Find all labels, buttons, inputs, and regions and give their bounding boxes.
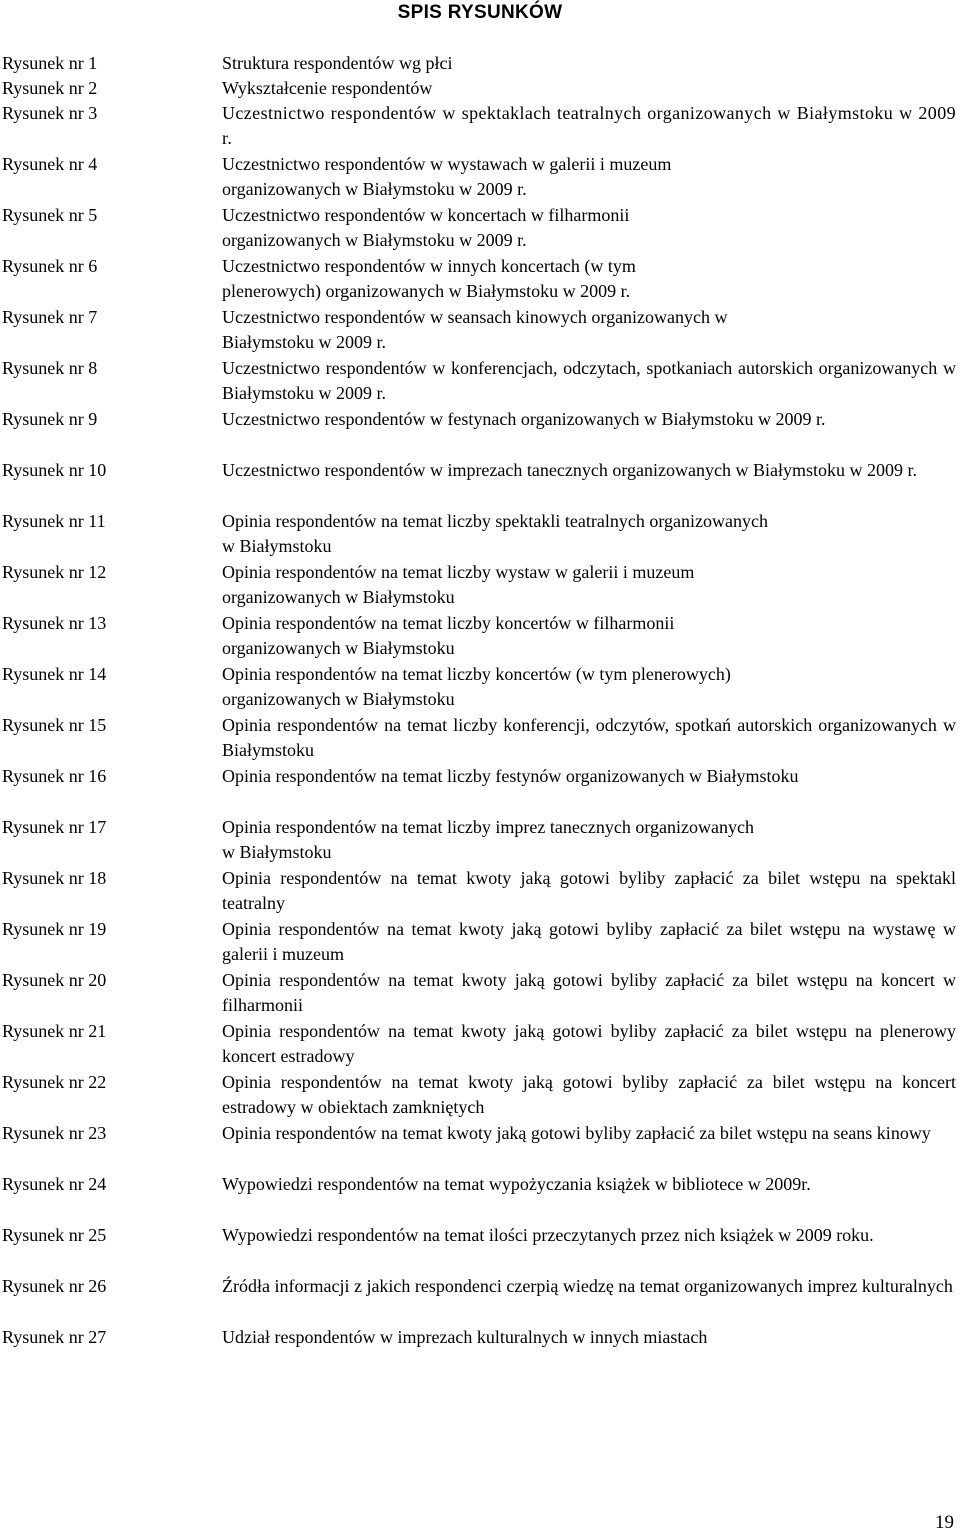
figure-entry-24: [0, 1172, 960, 1223]
figure-caption: Opinia respondentów na temat kwoty jaką gotowi byliby zapłacić za bilet wstępu na seans kinowy: [222, 1123, 931, 1143]
figure-label: Rysunek nr 2: [2, 78, 98, 98]
figure-caption: Udział respondentów w imprezach kulturalnych w innych miastach: [222, 1327, 708, 1347]
figure-caption: Opinia respondentów na temat liczby konferencji, odczytów, spotkań autorskich organizowanych w Białymstoku: [222, 715, 956, 760]
figure-label: Rysunek nr 5: [2, 205, 98, 225]
figure-label: Rysunek nr 16: [2, 766, 107, 786]
figure-caption: Opinia respondentów na temat liczby wystaw w galerii i muzeum organizowanych w Białymstoku: [222, 562, 695, 607]
figure-label: Rysunek nr 12: [2, 562, 107, 582]
figure-caption: Struktura respondentów wg płci: [222, 53, 453, 73]
figure-entry-2: [0, 76, 960, 101]
figure-label: Rysunek nr 17: [2, 817, 107, 837]
figure-caption: Wypowiedzi respondentów na temat ilości przeczytanych przez nich książek w 2009 roku.: [222, 1225, 874, 1245]
figure-entry-22: [0, 1070, 960, 1121]
figure-entry-12: [0, 560, 960, 611]
figure-caption: Wypowiedzi respondentów na temat wypożyczania książek w bibliotece w 2009r.: [222, 1174, 811, 1194]
figure-caption: Uczestnictwo respondentów w konferencjach, odczytach, spotkaniach autorskich organizowanych w Białymstoku w 2009 r.: [222, 358, 956, 403]
figure-caption: Opinia respondentów na temat liczby festynów organizowanych w Białymstoku: [222, 766, 799, 786]
figure-label: Rysunek nr 25: [2, 1225, 107, 1245]
figure-caption: Opinia respondentów na temat liczby koncertów (w tym plenerowych) organizowanych w Białymstoku: [222, 664, 731, 709]
figure-entry-1: [0, 51, 960, 76]
figure-label: Rysunek nr 6: [2, 256, 98, 276]
figure-label: Rysunek nr 9: [2, 409, 98, 429]
figure-entry-3: [0, 101, 960, 152]
figure-entry-18: [0, 866, 960, 917]
figure-caption: Opinia respondentów na temat kwoty jaką gotowi byliby zapłacić za bilet wstępu na spektakl teatralny: [222, 868, 956, 913]
figure-caption: Uczestnictwo respondentów w koncertach w filharmonii organizowanych w Białymstoku w 2009 r.: [222, 205, 630, 250]
figure-label: Rysunek nr 27: [2, 1327, 107, 1347]
figure-label: Rysunek nr 13: [2, 613, 107, 633]
figure-entry-6: [0, 254, 960, 305]
figure-entry-7: [0, 305, 960, 356]
figure-label: Rysunek nr 7: [2, 307, 98, 327]
figure-caption: Uczestnictwo respondentów w wystawach w galerii i muzeum organizowanych w Białymstoku w 2009 r.: [222, 154, 672, 199]
figure-entry-4: [0, 152, 960, 203]
figure-caption: Opinia respondentów na temat kwoty jaką gotowi byliby zapłacić za bilet wstępu na koncert estradowy w obiektach zamkniętych: [222, 1072, 956, 1117]
page-title: SPIS RYSUNKÓW: [397, 2, 563, 23]
figure-entry-17: [0, 815, 960, 866]
figure-caption: Opinia respondentów na temat liczby spektakli teatralnych organizowanych w Białymstoku: [222, 511, 768, 556]
figure-caption: Uczestnictwo respondentów w spektaklach teatralnych organizowanych w Białymstoku w 2009 r.: [222, 103, 956, 148]
figure-entry-10: [0, 458, 960, 509]
figure-caption: Źródła informacji z jakich respondenci czerpią wiedzę na temat organizowanych imprez kulturalnych: [222, 1276, 953, 1296]
figure-label: Rysunek nr 4: [2, 154, 98, 174]
figure-caption: Opinia respondentów na temat kwoty jaką gotowi byliby zapłacić za bilet wstępu na wystawę w galerii i muzeum: [222, 919, 956, 964]
figure-entry-13: [0, 611, 960, 662]
figure-caption: Opinia respondentów na temat kwoty jaką gotowi byliby zapłacić za bilet wstępu na koncert w filharmonii: [222, 970, 956, 1015]
figure-label: Rysunek nr 3: [2, 103, 98, 123]
figure-label: Rysunek nr 26: [2, 1276, 107, 1296]
figure-caption: Opinia respondentów na temat kwoty jaką gotowi byliby zapłacić za bilet wstępu na plenerowy koncert estradowy: [222, 1021, 956, 1066]
figure-caption: Uczestnictwo respondentów w festynach organizowanych w Białymstoku w 2009 r.: [222, 409, 826, 429]
figure-caption: Opinia respondentów na temat liczby imprez tanecznych organizowanych w Białymstoku: [222, 817, 754, 862]
figure-caption: Wykształcenie respondentów: [222, 78, 433, 98]
figure-entry-16: [0, 764, 960, 815]
figure-entry-21: [0, 1019, 960, 1070]
figure-caption: Uczestnictwo respondentów w innych koncertach (w tym plenerowych) organizowanych w Białymstoku w 2009 r.: [222, 256, 636, 301]
figure-label: Rysunek nr 22: [2, 1072, 107, 1092]
figure-entry-5: [0, 203, 960, 254]
figure-label: Rysunek nr 15: [2, 715, 107, 735]
figure-label: Rysunek nr 21: [2, 1021, 107, 1041]
figure-entry-19: [0, 917, 960, 968]
figure-entry-27: [0, 1325, 960, 1350]
figure-entry-20: [0, 968, 960, 1019]
figure-label: Rysunek nr 1: [2, 53, 98, 73]
figure-entry-26: [0, 1274, 960, 1325]
figure-label: Rysunek nr 10: [2, 460, 107, 480]
figure-entry-23: [0, 1121, 960, 1172]
figure-label: Rysunek nr 14: [2, 664, 107, 684]
figure-label: Rysunek nr 18: [2, 868, 107, 888]
figure-label: Rysunek nr 19: [2, 919, 107, 939]
figure-entry-14: [0, 662, 960, 713]
figure-entry-9: [0, 407, 960, 458]
figure-caption: Uczestnictwo respondentów w seansach kinowych organizowanych w Białymstoku w 2009 r.: [222, 307, 728, 352]
figure-caption: Uczestnictwo respondentów w imprezach tanecznych organizowanych w Białymstoku w 2009 r.: [222, 460, 917, 480]
figure-label: Rysunek nr 8: [2, 358, 98, 378]
figure-entry-11: [0, 509, 960, 560]
figure-list: [0, 51, 960, 1350]
figure-label: Rysunek nr 23: [2, 1123, 107, 1143]
page-number: 19: [935, 1512, 954, 1533]
figure-entry-15: [0, 713, 960, 764]
figure-entry-8: [0, 356, 960, 407]
figure-label: Rysunek nr 20: [2, 970, 107, 990]
figure-caption: Opinia respondentów na temat liczby koncertów w filharmonii organizowanych w Białymstoku: [222, 613, 675, 658]
figure-label: Rysunek nr 24: [2, 1174, 107, 1194]
figure-entry-25: [0, 1223, 960, 1274]
figure-label: Rysunek nr 11: [2, 511, 106, 531]
